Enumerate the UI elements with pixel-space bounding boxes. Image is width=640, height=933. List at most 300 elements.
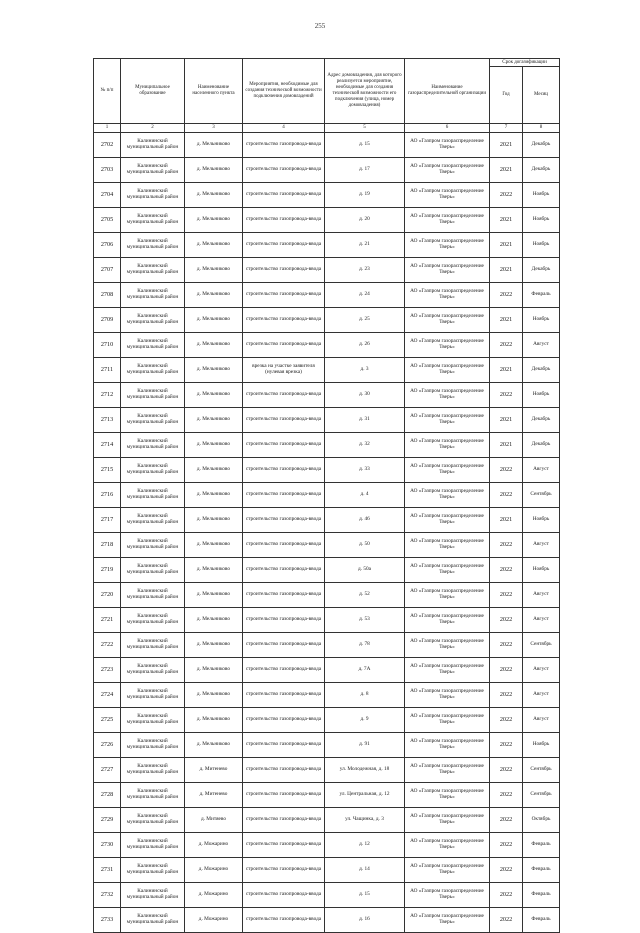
organization-cell: АО «Газпром газораспределение Тверь» — [405, 908, 490, 933]
row-number: 2725 — [94, 708, 121, 733]
table-row — [94, 133, 560, 158]
address-cell: д. 53 — [325, 608, 405, 633]
table-row — [94, 808, 560, 833]
month-cell: Август — [523, 583, 560, 608]
table-row — [94, 783, 560, 808]
organization-cell: АО «Газпром газораспределение Тверь» — [405, 583, 490, 608]
address-cell: д. 8 — [325, 683, 405, 708]
settlement-cell: д. Мельниково — [185, 458, 243, 483]
year-cell: 2021 — [490, 358, 523, 383]
measure-cell: строительство газопровода-ввода — [243, 233, 325, 258]
row-number: 2726 — [94, 733, 121, 758]
organization-cell: АО «Газпром газораспределение Тверь» — [405, 783, 490, 808]
organization-cell: АО «Газпром газораспределение Тверь» — [405, 133, 490, 158]
year-cell: 2022 — [490, 608, 523, 633]
address-cell: д. 24 — [325, 283, 405, 308]
row-number: 2732 — [94, 883, 121, 908]
address-cell: ул. Центральная, д. 12 — [325, 783, 405, 808]
month-cell: Сентябрь — [523, 758, 560, 783]
measure-cell: строительство газопровода-ввода — [243, 683, 325, 708]
settlement-cell: д. Мельниково — [185, 183, 243, 208]
table-row — [94, 833, 560, 858]
district-cell: Калининский муниципальный район — [121, 708, 185, 733]
measure-cell: строительство газопровода-ввода — [243, 633, 325, 658]
address-cell: д. 7А — [325, 658, 405, 683]
header-settlement: Наименование населенного пункта — [185, 59, 243, 124]
organization-cell: АО «Газпром газораспределение Тверь» — [405, 883, 490, 908]
header-address: Адрес домовладения, для которого реализуется мероприятие, необходимые для создания технической возможности его подключения (улица, номер домовладения) — [325, 59, 405, 124]
row-number: 2724 — [94, 683, 121, 708]
organization-cell: АО «Газпром газораспределение Тверь» — [405, 683, 490, 708]
month-cell: Февраль — [523, 858, 560, 883]
address-cell: д. 9 — [325, 708, 405, 733]
measure-cell: строительство газопровода-ввода — [243, 258, 325, 283]
organization-cell: АО «Газпром газораспределение Тверь» — [405, 608, 490, 633]
measure-cell: строительство газопровода-ввода — [243, 883, 325, 908]
address-cell: д. 3 — [325, 358, 405, 383]
column-number: 6 — [405, 124, 490, 133]
settlement-cell: д. Можарино — [185, 908, 243, 933]
measure-cell: строительство газопровода-ввода — [243, 383, 325, 408]
settlement-cell: д. Можарино — [185, 883, 243, 908]
district-cell: Калининский муниципальный район — [121, 233, 185, 258]
settlement-cell: д. Мельниково — [185, 208, 243, 233]
address-cell: д. 17 — [325, 158, 405, 183]
settlement-cell: д. Мельниково — [185, 708, 243, 733]
measure-cell: строительство газопровода-ввода — [243, 858, 325, 883]
measure-cell: строительство газопровода-ввода — [243, 583, 325, 608]
month-cell: Сентябрь — [523, 633, 560, 658]
table-row — [94, 883, 560, 908]
row-number: 2721 — [94, 608, 121, 633]
month-cell: Август — [523, 683, 560, 708]
settlement-cell: д. Мельниково — [185, 533, 243, 558]
table-row — [94, 708, 560, 733]
row-number: 2719 — [94, 558, 121, 583]
district-cell: Калининский муниципальный район — [121, 908, 185, 933]
row-number: 2730 — [94, 833, 121, 858]
settlement-cell: д. Мельниково — [185, 333, 243, 358]
address-cell: д. 32 — [325, 433, 405, 458]
table-row — [94, 908, 560, 933]
table-row — [94, 208, 560, 233]
month-cell: Ноябрь — [523, 508, 560, 533]
year-cell: 2022 — [490, 333, 523, 358]
month-cell: Декабрь — [523, 408, 560, 433]
settlement-cell: д. Митенево — [185, 783, 243, 808]
year-cell: 2022 — [490, 658, 523, 683]
month-cell: Август — [523, 333, 560, 358]
table-row — [94, 533, 560, 558]
district-cell: Калининский муниципальный район — [121, 533, 185, 558]
district-cell: Калининский муниципальный район — [121, 158, 185, 183]
organization-cell: АО «Газпром газораспределение Тверь» — [405, 208, 490, 233]
measure-cell: строительство газопровода-ввода — [243, 808, 325, 833]
organization-cell: АО «Газпром газораспределение Тверь» — [405, 758, 490, 783]
district-cell: Калининский муниципальный район — [121, 433, 185, 458]
organization-cell: АО «Газпром газораспределение Тверь» — [405, 283, 490, 308]
month-cell: Август — [523, 458, 560, 483]
address-cell: д. 50 — [325, 533, 405, 558]
year-cell: 2021 — [490, 508, 523, 533]
measure-cell: строительство газопровода-ввода — [243, 708, 325, 733]
table-row — [94, 483, 560, 508]
year-cell: 2022 — [490, 908, 523, 933]
month-cell: Ноябрь — [523, 183, 560, 208]
settlement-cell: д. Митенево — [185, 758, 243, 783]
row-number: 2727 — [94, 758, 121, 783]
settlement-cell: д. Мельниково — [185, 583, 243, 608]
district-cell: Калининский муниципальный район — [121, 283, 185, 308]
header-year: Год — [490, 67, 523, 124]
district-cell: Калининский муниципальный район — [121, 883, 185, 908]
measure-cell: строительство газопровода-ввода — [243, 433, 325, 458]
district-cell: Калининский муниципальный район — [121, 258, 185, 283]
row-number: 2715 — [94, 458, 121, 483]
measure-cell: строительство газопровода-ввода — [243, 483, 325, 508]
measure-cell: строительство газопровода-ввода — [243, 608, 325, 633]
organization-cell: АО «Газпром газораспределение Тверь» — [405, 158, 490, 183]
district-cell: Калининский муниципальный район — [121, 408, 185, 433]
year-cell: 2022 — [490, 808, 523, 833]
row-number: 2728 — [94, 783, 121, 808]
year-cell: 2021 — [490, 433, 523, 458]
table-row — [94, 333, 560, 358]
district-cell: Калининский муниципальный район — [121, 633, 185, 658]
organization-cell: АО «Газпром газораспределение Тверь» — [405, 533, 490, 558]
settlement-cell: д. Мельниково — [185, 433, 243, 458]
organization-cell: АО «Газпром газораспределение Тверь» — [405, 333, 490, 358]
header-term-group: Срок догазификации — [490, 59, 560, 67]
row-number: 2722 — [94, 633, 121, 658]
district-cell: Калининский муниципальный район — [121, 208, 185, 233]
measure-cell: строительство газопровода-ввода — [243, 283, 325, 308]
measure-cell: строительство газопровода-ввода — [243, 133, 325, 158]
measure-cell: строительство газопровода-ввода — [243, 833, 325, 858]
district-cell: Калининский муниципальный район — [121, 783, 185, 808]
district-cell: Калининский муниципальный район — [121, 583, 185, 608]
organization-cell: АО «Газпром газораспределение Тверь» — [405, 433, 490, 458]
organization-cell: АО «Газпром газораспределение Тверь» — [405, 183, 490, 208]
table-row — [94, 583, 560, 608]
table-row — [94, 233, 560, 258]
measure-cell: строительство газопровода-ввода — [243, 508, 325, 533]
header-num: № п/п — [94, 59, 121, 124]
measure-cell: строительство газопровода-ввода — [243, 208, 325, 233]
address-cell: д. 12 — [325, 833, 405, 858]
year-cell: 2022 — [490, 183, 523, 208]
year-cell: 2022 — [490, 883, 523, 908]
row-number: 2712 — [94, 383, 121, 408]
row-number: 2711 — [94, 358, 121, 383]
measure-cell: строительство газопровода-ввода — [243, 533, 325, 558]
column-number: 3 — [185, 124, 243, 133]
month-cell: Ноябрь — [523, 558, 560, 583]
address-cell: д. 14 — [325, 858, 405, 883]
settlement-cell: д. Мельниково — [185, 683, 243, 708]
row-number: 2723 — [94, 658, 121, 683]
organization-cell: АО «Газпром газораспределение Тверь» — [405, 233, 490, 258]
settlement-cell: д. Мельниково — [185, 633, 243, 658]
district-cell: Калининский муниципальный район — [121, 483, 185, 508]
address-cell: д. 33 — [325, 458, 405, 483]
organization-cell: АО «Газпром газораспределение Тверь» — [405, 458, 490, 483]
row-number: 2720 — [94, 583, 121, 608]
settlement-cell: д. Мельниково — [185, 408, 243, 433]
row-number: 2703 — [94, 158, 121, 183]
organization-cell: АО «Газпром газораспределение Тверь» — [405, 258, 490, 283]
district-cell: Калининский муниципальный район — [121, 608, 185, 633]
settlement-cell: д. Мельниково — [185, 308, 243, 333]
column-number: 5 — [325, 124, 405, 133]
column-number: 7 — [490, 124, 523, 133]
month-cell: Сентябрь — [523, 483, 560, 508]
year-cell: 2022 — [490, 533, 523, 558]
month-cell: Август — [523, 658, 560, 683]
gasification-register-table — [93, 58, 560, 933]
month-cell: Декабрь — [523, 133, 560, 158]
measure-cell: строительство газопровода-ввода — [243, 908, 325, 933]
table-row — [94, 608, 560, 633]
year-cell: 2022 — [490, 683, 523, 708]
address-cell: д. 52 — [325, 583, 405, 608]
organization-cell: АО «Газпром газораспределение Тверь» — [405, 858, 490, 883]
settlement-cell: д. Митяево — [185, 808, 243, 833]
district-cell: Калининский муниципальный район — [121, 733, 185, 758]
address-cell: ул. Молодежная, д. 18 — [325, 758, 405, 783]
month-cell: Август — [523, 708, 560, 733]
organization-cell: АО «Газпром газораспределение Тверь» — [405, 308, 490, 333]
year-cell: 2021 — [490, 158, 523, 183]
row-number: 2704 — [94, 183, 121, 208]
organization-cell: АО «Газпром газораспределение Тверь» — [405, 408, 490, 433]
address-cell: д. 21 — [325, 233, 405, 258]
organization-cell: АО «Газпром газораспределение Тверь» — [405, 833, 490, 858]
measure-cell: строительство газопровода-ввода — [243, 308, 325, 333]
column-number: 2 — [121, 124, 185, 133]
district-cell: Калининский муниципальный район — [121, 833, 185, 858]
year-cell: 2021 — [490, 233, 523, 258]
row-number: 2705 — [94, 208, 121, 233]
organization-cell: АО «Газпром газораспределение Тверь» — [405, 658, 490, 683]
table-row — [94, 308, 560, 333]
district-cell: Калининский муниципальный район — [121, 758, 185, 783]
measure-cell: врезка на участке заявителя (нулевая врезка) — [243, 358, 325, 383]
month-cell: Август — [523, 608, 560, 633]
organization-cell: АО «Газпром газораспределение Тверь» — [405, 733, 490, 758]
table-row — [94, 858, 560, 883]
month-cell: Ноябрь — [523, 208, 560, 233]
year-cell: 2022 — [490, 858, 523, 883]
header-district: Муниципальное образование — [121, 59, 185, 124]
settlement-cell: д. Мельниково — [185, 733, 243, 758]
row-number: 2710 — [94, 333, 121, 358]
month-cell: Декабрь — [523, 358, 560, 383]
district-cell: Калининский муниципальный район — [121, 358, 185, 383]
organization-cell: АО «Газпром газораспределение Тверь» — [405, 633, 490, 658]
address-cell: д. 50а — [325, 558, 405, 583]
month-cell: Ноябрь — [523, 233, 560, 258]
settlement-cell: д. Мельниково — [185, 658, 243, 683]
measure-cell: строительство газопровода-ввода — [243, 333, 325, 358]
district-cell: Калининский муниципальный район — [121, 383, 185, 408]
row-number: 2718 — [94, 533, 121, 558]
organization-cell: АО «Газпром газораспределение Тверь» — [405, 708, 490, 733]
row-number: 2709 — [94, 308, 121, 333]
district-cell: Калининский муниципальный район — [121, 558, 185, 583]
page-number: 255 — [314, 22, 326, 30]
table-row — [94, 633, 560, 658]
address-cell: д. 20 — [325, 208, 405, 233]
header-month: Месяц — [523, 67, 560, 124]
settlement-cell: д. Мельниково — [185, 158, 243, 183]
address-cell: д. 23 — [325, 258, 405, 283]
district-cell: Калининский муниципальный район — [121, 658, 185, 683]
table-row — [94, 183, 560, 208]
address-cell: д. 26 — [325, 333, 405, 358]
table-row — [94, 733, 560, 758]
column-number: 4 — [243, 124, 325, 133]
month-cell: Декабрь — [523, 158, 560, 183]
settlement-cell: д. Мельниково — [185, 483, 243, 508]
address-cell: д. 25 — [325, 308, 405, 333]
district-cell: Калининский муниципальный район — [121, 808, 185, 833]
month-cell: Декабрь — [523, 433, 560, 458]
year-cell: 2022 — [490, 558, 523, 583]
address-cell: д. 46 — [325, 508, 405, 533]
organization-cell: АО «Газпром газораспределение Тверь» — [405, 808, 490, 833]
settlement-cell: д. Мельниково — [185, 383, 243, 408]
table-row — [94, 758, 560, 783]
measure-cell: строительство газопровода-ввода — [243, 158, 325, 183]
address-cell: д. 78 — [325, 633, 405, 658]
settlement-cell: д. Мельниково — [185, 558, 243, 583]
row-number: 2708 — [94, 283, 121, 308]
settlement-cell: д. Мельниково — [185, 608, 243, 633]
year-cell: 2022 — [490, 633, 523, 658]
organization-cell: АО «Газпром газораспределение Тверь» — [405, 508, 490, 533]
organization-cell: АО «Газпром газораспределение Тверь» — [405, 483, 490, 508]
settlement-cell: д. Мельниково — [185, 283, 243, 308]
year-cell: 2022 — [490, 783, 523, 808]
table-row — [94, 558, 560, 583]
column-number: 8 — [523, 124, 560, 133]
address-cell: д. 31 — [325, 408, 405, 433]
month-cell: Декабрь — [523, 258, 560, 283]
district-cell: Калининский муниципальный район — [121, 858, 185, 883]
address-cell: д. 16 — [325, 908, 405, 933]
table-row — [94, 258, 560, 283]
year-cell: 2022 — [490, 458, 523, 483]
month-cell: Февраль — [523, 908, 560, 933]
settlement-cell: д. Мельниково — [185, 133, 243, 158]
table-row — [94, 158, 560, 183]
year-cell: 2021 — [490, 308, 523, 333]
year-cell: 2021 — [490, 133, 523, 158]
table-row — [94, 408, 560, 433]
address-cell: ул. Чащинка, д. 3 — [325, 808, 405, 833]
measure-cell: строительство газопровода-ввода — [243, 558, 325, 583]
organization-cell: АО «Газпром газораспределение Тверь» — [405, 358, 490, 383]
district-cell: Калининский муниципальный район — [121, 683, 185, 708]
measure-cell: строительство газопровода-ввода — [243, 183, 325, 208]
table-row — [94, 658, 560, 683]
address-cell: д. 15 — [325, 883, 405, 908]
column-numbers-row — [94, 124, 560, 133]
month-cell: Февраль — [523, 883, 560, 908]
row-number: 2733 — [94, 908, 121, 933]
month-cell: Ноябрь — [523, 733, 560, 758]
row-number: 2707 — [94, 258, 121, 283]
year-cell: 2022 — [490, 833, 523, 858]
header-row-top — [94, 59, 560, 67]
settlement-cell: д. Можарино — [185, 858, 243, 883]
month-cell: Февраль — [523, 283, 560, 308]
table-row — [94, 508, 560, 533]
row-number: 2731 — [94, 858, 121, 883]
header-organization: Наименование газораспределительной организации — [405, 59, 490, 124]
year-cell: 2022 — [490, 708, 523, 733]
measure-cell: строительство газопровода-ввода — [243, 408, 325, 433]
district-cell: Калининский муниципальный район — [121, 183, 185, 208]
year-cell: 2022 — [490, 283, 523, 308]
row-number: 2729 — [94, 808, 121, 833]
table-row — [94, 283, 560, 308]
settlement-cell: д. Можарино — [185, 833, 243, 858]
address-cell: д. 19 — [325, 183, 405, 208]
address-cell: д. 4 — [325, 483, 405, 508]
month-cell: Август — [523, 533, 560, 558]
year-cell: 2022 — [490, 483, 523, 508]
row-number: 2702 — [94, 133, 121, 158]
measure-cell: строительство газопровода-ввода — [243, 458, 325, 483]
year-cell: 2022 — [490, 758, 523, 783]
district-cell: Калининский муниципальный район — [121, 133, 185, 158]
table-row — [94, 358, 560, 383]
table-row — [94, 433, 560, 458]
year-cell: 2022 — [490, 383, 523, 408]
settlement-cell: д. Мельниково — [185, 258, 243, 283]
year-cell: 2021 — [490, 408, 523, 433]
settlement-cell: д. Мельниково — [185, 233, 243, 258]
column-number: 1 — [94, 124, 121, 133]
settlement-cell: д. Мельниково — [185, 358, 243, 383]
district-cell: Калининский муниципальный район — [121, 308, 185, 333]
year-cell: 2021 — [490, 208, 523, 233]
month-cell: Февраль — [523, 833, 560, 858]
month-cell: Ноябрь — [523, 383, 560, 408]
table-row — [94, 383, 560, 408]
table-row — [94, 683, 560, 708]
organization-cell: АО «Газпром газораспределение Тверь» — [405, 383, 490, 408]
district-cell: Калининский муниципальный район — [121, 508, 185, 533]
organization-cell: АО «Газпром газораспределение Тверь» — [405, 558, 490, 583]
address-cell: д. 91 — [325, 733, 405, 758]
row-number: 2706 — [94, 233, 121, 258]
year-cell: 2022 — [490, 733, 523, 758]
month-cell: Сентябрь — [523, 783, 560, 808]
row-number: 2713 — [94, 408, 121, 433]
measure-cell: строительство газопровода-ввода — [243, 758, 325, 783]
measure-cell: строительство газопровода-ввода — [243, 658, 325, 683]
year-cell: 2021 — [490, 258, 523, 283]
table-body — [94, 133, 560, 933]
month-cell: Ноябрь — [523, 308, 560, 333]
district-cell: Калининский муниципальный район — [121, 333, 185, 358]
table-row — [94, 458, 560, 483]
month-cell: Октябрь — [523, 808, 560, 833]
year-cell: 2022 — [490, 583, 523, 608]
